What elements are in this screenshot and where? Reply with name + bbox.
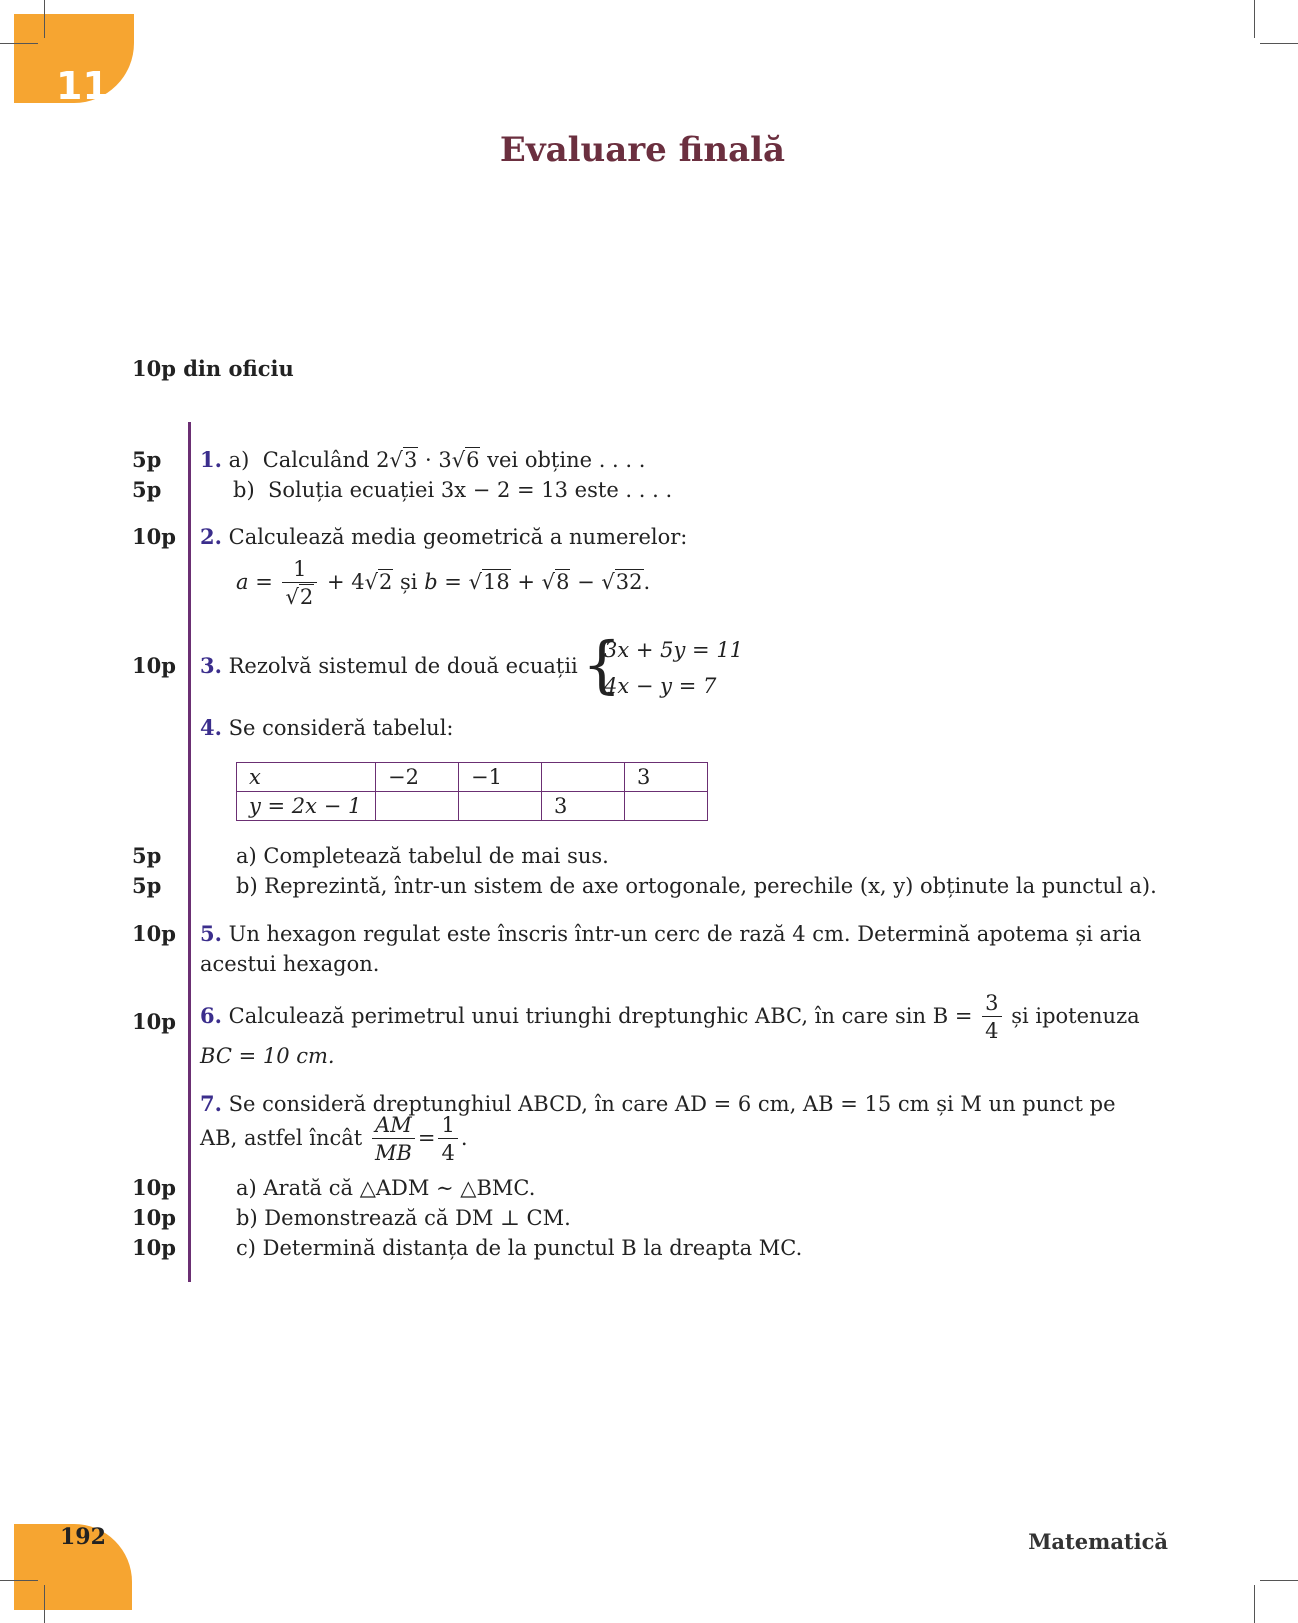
- ex4-number: 4.: [200, 715, 222, 740]
- crop-mark: [44, 0, 45, 38]
- ex4-statement: [200, 714, 454, 742]
- crop-mark: [1260, 1580, 1298, 1581]
- ex1-a-text1: Calculând 2: [262, 448, 390, 472]
- table-cell: y = 2x − 1: [237, 792, 376, 821]
- ex2-text: Calculează media geometrică a numerelor:: [228, 525, 688, 549]
- ex4-b: b) Reprezintă, într-un sistem de axe ortogonale, perechile (x, y) obținute la punctul a).: [236, 874, 1157, 898]
- ex2-number: 2.: [200, 524, 222, 549]
- ex6-text2: și ipotenuza: [1011, 1004, 1140, 1028]
- ex1-a-mid: · 3: [418, 448, 452, 472]
- page-title: Evaluare finală: [499, 130, 786, 170]
- crop-mark: [1254, 1585, 1255, 1623]
- ex7-frac2-num: 1: [438, 1112, 457, 1139]
- table-cell: x: [237, 763, 376, 792]
- ex7-frac1-den: MB: [374, 1141, 412, 1165]
- ex6-text1: Calculează perimetrul unui triunghi dreptunghic ABC, în care sin B =: [228, 1004, 973, 1028]
- ex4-b-points: 5p: [132, 873, 162, 898]
- ex7-b: b) Demonstrează că DM ⊥ CM.: [236, 1206, 571, 1230]
- crop-mark: [0, 1580, 38, 1581]
- ex2-rad2: 2: [378, 570, 393, 594]
- ex5-line1: [200, 920, 1141, 948]
- ex7-fraction1: [372, 1112, 415, 1167]
- page-number: 192: [60, 1524, 106, 1550]
- crop-mark: [44, 1585, 45, 1623]
- ex2-b-eq: b =: [424, 570, 462, 594]
- ex2-si: și: [393, 570, 425, 594]
- ex6-frac-num: 3: [982, 990, 1001, 1017]
- ex7-frac2-den: 4: [441, 1141, 455, 1165]
- ex1-a: 1. a) Calculând 2√3 · 3√6 vei obține . . . .: [200, 447, 646, 472]
- ex1-a-rad1: 3: [403, 448, 418, 472]
- ex1-a-label: a): [228, 448, 250, 472]
- table-row: [237, 792, 708, 821]
- ex6-frac-den: 4: [985, 1019, 999, 1043]
- ex2-rad32: 32: [615, 570, 643, 594]
- crop-mark: [1260, 43, 1298, 44]
- unit-number: 11: [56, 64, 109, 108]
- ex6-points: 10p: [132, 1009, 176, 1034]
- ex6-line1: [200, 990, 1140, 1045]
- ex1-b-text: Soluția ecuației 3x − 2 = 13 este . . . .: [268, 478, 673, 502]
- table-cell: −1: [459, 763, 542, 792]
- ex2-fraction: $\frac{1}{√2}$: [282, 556, 317, 611]
- ex1-number: 1.: [200, 447, 222, 472]
- ex4-text: Se consideră tabelul:: [228, 716, 454, 740]
- table-cell: [625, 792, 708, 821]
- ex3-points: 10p: [132, 653, 176, 678]
- ex1-a-points: 5p: [132, 447, 162, 472]
- table-cell: [542, 763, 625, 792]
- ex5-points: 10p: [132, 921, 176, 946]
- ex4-a-points: 5p: [132, 843, 162, 868]
- ex2-frac-den: 2: [299, 585, 314, 609]
- ex6-line2: BC = 10 cm.: [200, 1044, 335, 1068]
- ex7-frac1-num: AM: [372, 1112, 415, 1139]
- ex2-plus4: + 4: [326, 570, 365, 594]
- values-table: [236, 762, 708, 821]
- table-cell: 3: [625, 763, 708, 792]
- ex7-fraction2: [438, 1112, 457, 1167]
- ex1-b-points: 5p: [132, 477, 162, 502]
- ex3-text: Rezolvă sistemul de două ecuații: [228, 654, 578, 678]
- table-cell: −2: [376, 763, 459, 792]
- ex3-number: 3.: [200, 653, 222, 678]
- ex7-b-points: 10p: [132, 1205, 176, 1230]
- points-divider: [188, 422, 191, 1282]
- ex7-c-points: 10p: [132, 1235, 176, 1260]
- ex2-end: .: [643, 570, 651, 594]
- ex2-minus: −: [570, 570, 602, 594]
- ex1-b: [233, 476, 672, 504]
- ex2-frac-num: 1: [282, 556, 317, 583]
- crop-mark: [0, 43, 38, 44]
- ex2-rad8: 8: [556, 570, 570, 594]
- ex2-rad18: 18: [482, 570, 510, 594]
- ex1-b-label: b): [233, 478, 255, 502]
- ex6-fraction: [982, 990, 1001, 1045]
- ex5-line2: acestui hexagon.: [200, 952, 380, 976]
- ex1-a-rad2: 6: [466, 448, 480, 472]
- ex6-number: 6.: [200, 1003, 222, 1028]
- table-cell: [376, 792, 459, 821]
- ex2-points: 10p: [132, 524, 176, 549]
- subject-label: Matematică: [1028, 1529, 1168, 1554]
- ex2-formula: a = $\frac{1}{√2}$ + 4√2 și b = √18 + √8 − √32.: [236, 557, 651, 609]
- table-cell: [459, 792, 542, 821]
- ex7-c: c) Determină distanța de la punctul B la dreapta MC.: [236, 1236, 803, 1260]
- table-cell: 3: [542, 792, 625, 821]
- ex7-line2: [200, 1112, 468, 1167]
- ex3-eq1: 3x + 5y = 11: [604, 638, 744, 662]
- ex4-a: a) Completează tabelul de mai sus.: [236, 844, 609, 868]
- system-brace: {: [582, 628, 622, 701]
- ex7-end: .: [460, 1126, 468, 1150]
- ex7-a: a) Arată că △ADM ∼ △BMC.: [236, 1176, 536, 1200]
- ex4-table-wrap: [236, 762, 708, 821]
- ex7-a-points: 10p: [132, 1175, 176, 1200]
- crop-mark: [1254, 0, 1255, 38]
- ex7-text1: Se consideră dreptunghiul ABCD, în care AD = 6 cm, AB = 15 cm și M un punct pe: [228, 1092, 1116, 1116]
- table-row: [237, 763, 708, 792]
- ex5-number: 5.: [200, 921, 222, 946]
- ex7-number: 7.: [200, 1091, 222, 1116]
- ex5-text1: Un hexagon regulat este înscris într-un cerc de rază 4 cm. Determină apotema și aria: [228, 922, 1142, 946]
- ex2-a-eq: a =: [236, 570, 273, 594]
- ex2-statement: [200, 523, 687, 551]
- ex7-line2-pre: AB, astfel încât: [200, 1126, 363, 1150]
- ex7-eq: =: [417, 1126, 436, 1150]
- ex2-plus: +: [510, 570, 542, 594]
- ex3-eq2: 4x − y = 7: [604, 674, 717, 698]
- official-points: 10p din oficiu: [132, 356, 294, 381]
- ex3-statement: [200, 652, 578, 680]
- ex1-a-text2: vei obține . . . .: [480, 448, 646, 472]
